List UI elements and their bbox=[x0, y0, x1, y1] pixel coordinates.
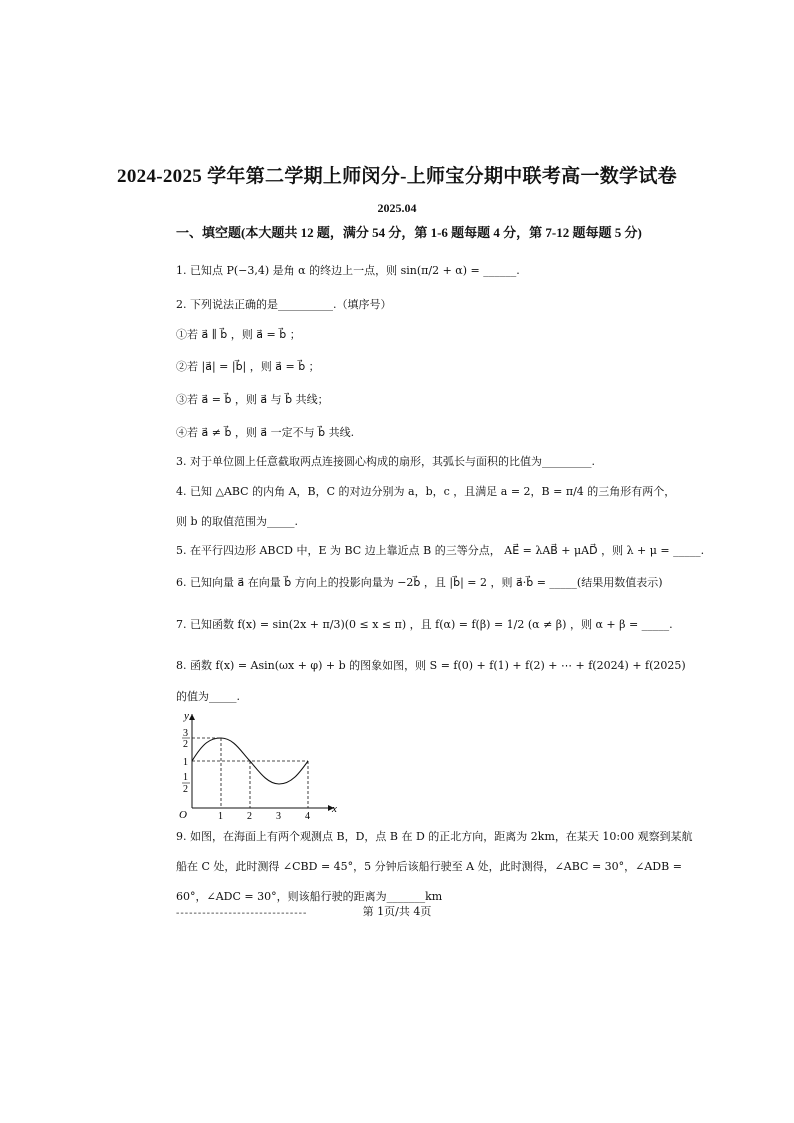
option-1: ①若 a⃗ ∥ b⃗ ，则 a⃗ = b⃗ ； bbox=[176, 328, 301, 341]
x-tick-3: 3 bbox=[276, 811, 281, 820]
y-tick-3-over-2-den: 2 bbox=[183, 739, 188, 750]
y-axis-label: y bbox=[184, 710, 189, 722]
exam-title: 2024-2025 学年第二学期上师闵分-上师宝分期中联考高一数学试卷 bbox=[117, 166, 677, 187]
y-axis-arrow bbox=[189, 714, 195, 720]
option-4: ④若 a⃗ ≠ b⃗ ，则 a⃗ 一定不与 b⃗ 共线. bbox=[176, 426, 355, 439]
question-5: 5. 在平行四边形 ABCD 中，E 为 BC 边上靠近点 B 的三等分点， AE⃗ = λAB⃗ + μAD⃗ ，则 λ + μ = _____. bbox=[176, 544, 705, 557]
page-number: 第 1页/共 4页 bbox=[362, 905, 432, 918]
y-tick-1: 1 bbox=[183, 757, 188, 768]
y-tick-1-over-2-den: 2 bbox=[183, 784, 188, 795]
option-2: ②若 |a⃗| = |b⃗| ，则 a⃗ = b⃗ ； bbox=[176, 360, 320, 373]
question-8-cont: 的值为_____. bbox=[176, 690, 240, 703]
function-graph bbox=[176, 708, 346, 820]
section-heading: 一、填空题(本大题共 12 题，满分 54 分，第 1-6 题每题 4 分，第 7-12 题每题 5 分) bbox=[176, 225, 642, 240]
question-6: 6. 已知向量 a⃗ 在向量 b⃗ 方向上的投影向量为 −2b⃗ ，且 |b⃗| = 2 ，则 a⃗·b⃗ = _____(结果用数值表示) bbox=[176, 576, 663, 589]
exam-date: 2025.04 bbox=[377, 201, 417, 215]
question-4-cont: 则 b 的取值范围为_____. bbox=[176, 515, 299, 528]
question-9: 9. 如图，在海面上有两个观测点 B，D，点 B 在 D 的正北方向，距离为 2km，在某天 10:00 观察到某航船在 C 处，此时测得 ∠CBD = 45°，5 分钟后该船行驶至 A 处，此时测得，∠ABC = 30°，∠ADB = 60°，∠ADC = 30°，则该船行驶的距离为_______km bbox=[176, 830, 693, 903]
footer-dashes: ------------------------------ bbox=[176, 908, 308, 919]
x-tick-4: 4 bbox=[305, 811, 310, 820]
x-axis-label: x bbox=[332, 803, 337, 815]
y-tick-1-over-2-num: 1 bbox=[183, 772, 188, 783]
option-3: ③若 a⃗ = b⃗ ，则 a⃗ 与 b⃗ 共线； bbox=[176, 393, 329, 406]
question-2: 2. 下列说法正确的是__________.（填序号） bbox=[176, 298, 392, 311]
question-4: 4. 已知 △ABC 的内角 A，B，C 的对边分别为 a，b，c ，且满足 a = 2，B = π/4 的三角形有两个， bbox=[176, 485, 676, 498]
question-7: 7. 已知函数 f(x) = sin(2x + π/3)(0 ≤ x ≤ π) ，且 f(α) = f(β) = 1/2 (α ≠ β) ，则 α + β = _____. bbox=[176, 618, 673, 631]
question-1: 1. 已知点 P(−3,4) 是角 α 的终边上一点，则 sin(π/2 + α) = ______. bbox=[176, 264, 520, 277]
y-tick-3-over-2-num: 3 bbox=[183, 728, 188, 739]
origin-label: O bbox=[179, 809, 187, 820]
x-tick-2: 2 bbox=[247, 811, 252, 820]
question-3: 3. 对于单位圆上任意截取两点连接圆心构成的扇形，其弧长与面积的比值为_________. bbox=[176, 455, 595, 468]
x-tick-1: 1 bbox=[218, 811, 223, 820]
question-8: 8. 函数 f(x) = Asin(ωx + φ) + b 的图象如图，则 S = f(0) + f(1) + f(2) + ⋯ + f(2024) + f(2025) bbox=[176, 659, 686, 672]
